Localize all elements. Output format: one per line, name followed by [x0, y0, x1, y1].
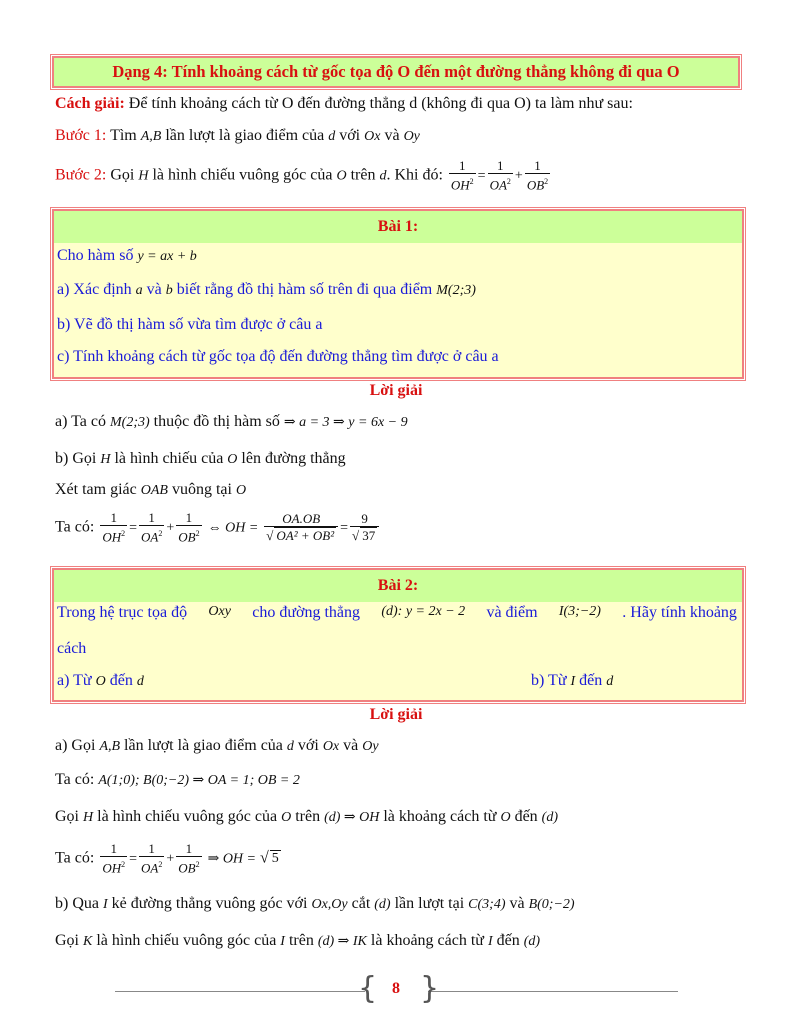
exercise-2-part-b: b) Từ I đến d: [531, 672, 614, 689]
step2-text: Gọi: [110, 166, 135, 184]
exercise-1-line: c) Tính khoảng cách từ gốc tọa độ đến đường thẳng tìm được ở câu a: [57, 348, 499, 365]
exercise-1-line: a) Xác định a và b biết rằng đồ thị hàm số trên đi qua điểm M(2;3): [57, 281, 476, 298]
step1-line: [55, 127, 420, 145]
section-title: [52, 56, 740, 88]
math-oy: Oy: [403, 129, 420, 144]
right-brace-icon: }: [420, 971, 440, 1006]
step2-text: trên: [350, 166, 376, 184]
solution-line: a) Gọi A,B lần lượt là giao điểm của d với Ox và Oy: [55, 737, 379, 754]
step2-text: . Khi đó:: [386, 166, 443, 184]
formula-frac: $\frac{1}{OH^2}$: [450, 158, 474, 193]
exercise-1-line: Cho hàm số y = ax + b: [57, 247, 197, 264]
exercise-2-heading: Bài 2:: [54, 570, 742, 602]
solution-1-heading: Lời giải: [369, 382, 423, 399]
step1-text: và: [384, 127, 400, 144]
formula-frac: $\frac{1}{OA^2}$: [489, 158, 511, 193]
step2-text: là hình chiếu vuông góc của: [152, 166, 333, 184]
formula-frac: $\frac{1}{OB^2}$: [526, 158, 549, 193]
exercise-2-line: cách: [57, 640, 87, 657]
solution-2-heading: Lời giải: [369, 706, 423, 723]
exercise-2-line: Trong hệ trục tọa độ Oxy cho đường thẳng (d): y = 2x − 2 và điểm I(3;−2) . Hãy tính khoảng: [57, 604, 737, 621]
math-d: d: [379, 168, 387, 184]
solution-line: Ta có: A(1;0); B(0;−2) ⇒ OA = 1; OB = 2: [55, 771, 300, 788]
page-number: 8: [392, 980, 400, 997]
solution-line: b) Gọi H là hình chiếu của O lên đường thẳng: [55, 450, 346, 467]
exercise-1-heading: Bài 1:: [54, 211, 742, 243]
math-d: d: [328, 129, 336, 144]
math-h: H: [138, 168, 149, 184]
method-label: Cách giải:: [55, 95, 125, 112]
step1-text: lần lượt là giao điểm của: [165, 127, 325, 144]
footer-divider: [428, 991, 678, 992]
solution-formula-line: Ta có: $\frac{1}{OH^2}$ = $\frac{1}{OA^2}$ + $\frac{1}{OB^2}$ ⇔ OH = $\frac{OA.OB}{\text{√ OA² + OB²}}$ = $\frac{9}{√ 37}$: [55, 510, 381, 545]
step2-label: Bước 2:: [55, 166, 107, 184]
math-ox: Ox: [364, 129, 381, 144]
exercise-1-box: [52, 209, 744, 379]
solution-line: Gọi K là hình chiếu vuông góc của I trên (d) ⇒ IK là khoảng cách từ I đến (d): [55, 932, 541, 949]
left-brace-icon: {: [358, 971, 378, 1006]
section-title-text: Dạng 4: Tính khoảng cách từ gốc tọa độ O đến một đường thẳng không đi qua O: [112, 62, 680, 81]
solution-line: a) Ta có M(2;3) thuộc đồ thị hàm số ⇒ a = 3 ⇒ y = 6x − 9: [55, 413, 408, 430]
exercise-2-box: [52, 568, 744, 702]
math-ab: A,B: [140, 129, 162, 144]
exercise-2-part-a: a) Từ O đến d: [57, 672, 144, 689]
step1-text: với: [339, 127, 361, 144]
solution-formula-line: Ta có: $\frac{1}{OH^2}$ = $\frac{1}{OA^2}$ + $\frac{1}{OB^2}$ ⇒ OH = √ 5: [55, 841, 279, 876]
solution-line: Xét tam giác OAB vuông tại O: [55, 481, 247, 498]
method-text: Để tính khoảng cách từ O đến đường thẳng d (không đi qua O) ta làm như sau:: [128, 95, 633, 112]
footer-divider: [115, 991, 365, 992]
solution-line: b) Qua I kẻ đường thẳng vuông góc với Ox,Oy cắt (d) lần lượt tại C(3;4) và B(0;−2): [55, 895, 575, 912]
step1-label: Bước 1:: [55, 127, 107, 144]
math-o: O: [336, 168, 347, 184]
step2-line: Bước 2: Gọi H là hình chiếu vuông góc của O trên d. Khi đó: $\frac{1}{OH^2}$ = $\frac{1}{OA^2}$ + $\frac{1}{OB^2}$: [55, 158, 549, 193]
step1-text: Tìm: [110, 127, 137, 144]
solution-line: Gọi H là hình chiếu vuông góc của O trên (d) ⇒ OH là khoảng cách từ O đến (d): [55, 808, 558, 825]
method-line: [55, 95, 633, 113]
exercise-1-line: b) Vẽ đồ thị hàm số vừa tìm được ở câu a: [57, 316, 323, 333]
